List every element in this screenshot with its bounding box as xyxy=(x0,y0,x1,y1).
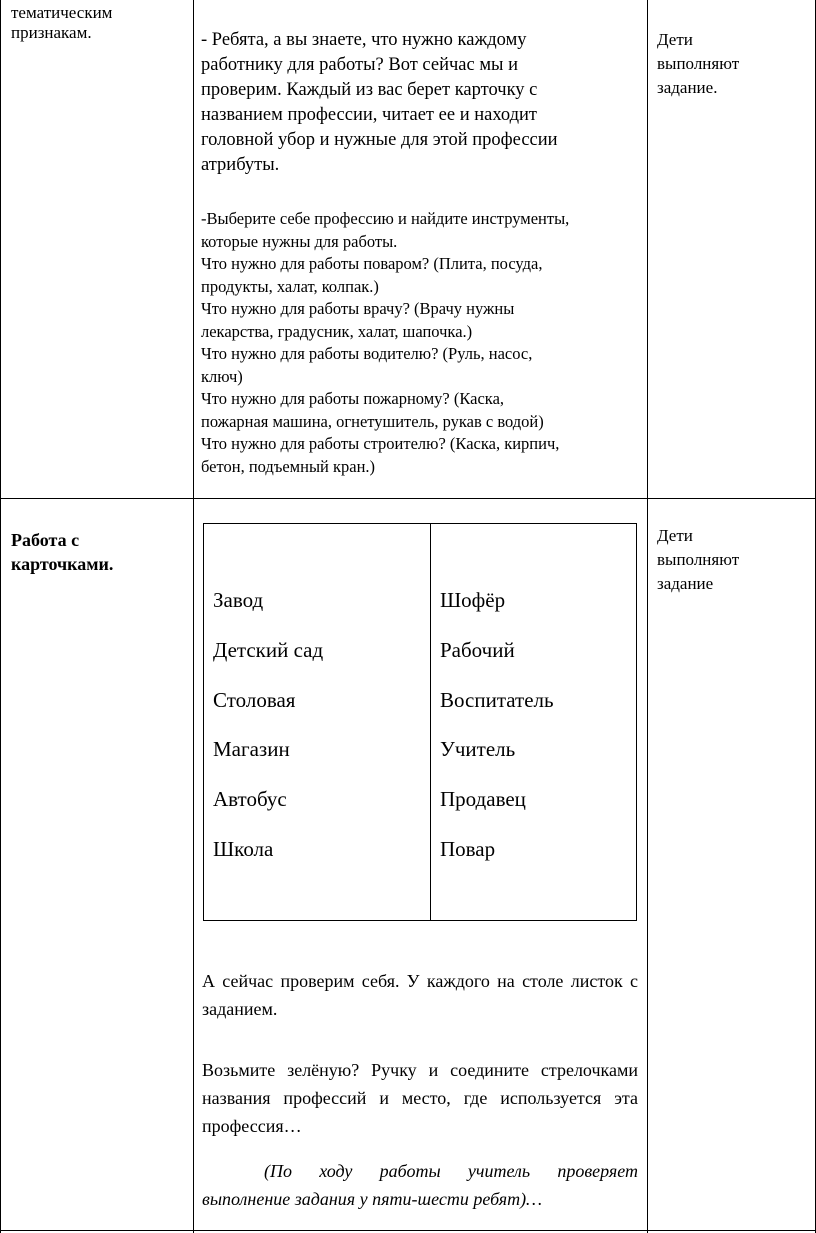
cards-table-divider xyxy=(430,523,431,921)
table-column-divider-1 xyxy=(193,0,194,1233)
teacher-note-paragraph: (По ходу работы учитель проверяет выполнение задания у пяти-шести ребят)… xyxy=(202,1161,638,1209)
text-line: Что нужно для работы пожарному? (Каска, xyxy=(201,389,505,408)
row1-stage-cell xyxy=(11,3,186,43)
text-line: Дети xyxy=(657,30,693,49)
table-column-divider-2 xyxy=(647,0,648,1233)
text-line: выполняют xyxy=(657,550,740,569)
text-line: бетон, подъемный кран.) xyxy=(201,456,376,476)
text-line: ключ) xyxy=(201,366,243,386)
text-line: Что нужно для работы поваром? (Плита, посуда, xyxy=(201,254,543,273)
stage-title-line: карточками. xyxy=(11,554,114,574)
text-line: которые нужны для работы. xyxy=(201,231,398,251)
row2-stage-title xyxy=(11,528,186,576)
place-card: Завод xyxy=(213,588,264,612)
place-card: Магазин xyxy=(213,737,290,762)
text-line: - Ребята, а вы знаете, что нужно каждому xyxy=(201,30,527,50)
row2-children-activity-cell xyxy=(657,524,807,596)
text-line: проверим. Каждый из вас берет карточку с xyxy=(201,80,538,100)
row1-intro-paragraph xyxy=(201,28,641,178)
place-card: Школа xyxy=(213,836,274,861)
text-line: лекарства, градусник, халат, шапочка.) xyxy=(201,321,473,341)
place-card: Автобус xyxy=(213,787,287,812)
text-line: работнику для работы? Вот сейчас мы и xyxy=(201,55,518,75)
professions-list xyxy=(440,576,554,875)
place-card: Детский сад xyxy=(213,637,324,662)
text-line: задание. xyxy=(657,78,718,97)
profession-card: Учитель xyxy=(440,737,516,762)
table-bottom-border xyxy=(0,1230,816,1231)
row1-questions-paragraph xyxy=(201,208,641,478)
text-line: задание xyxy=(657,574,714,593)
text-line: пожарная машина, огнетушитель, рукав с водой) xyxy=(201,411,544,431)
table-border-left xyxy=(0,0,1,1233)
instructions-paragraph: Возьмите зелёную? Ручку и соедините стрелочками названия профессий и место, где используется эта профессия… xyxy=(202,1060,638,1136)
places-list xyxy=(213,576,323,875)
text-line: выполняют xyxy=(657,54,740,73)
text-line: Что нужно для работы строителю? (Каска, кирпич, xyxy=(201,434,560,453)
check-yourself-paragraph: А сейчас проверим себя. У каждого на столе листок с заданием. xyxy=(202,971,638,1019)
profession-card: Повар xyxy=(440,836,496,861)
text-line: Что нужно для работы врачу? (Врачу нужны xyxy=(201,299,515,318)
row1-stage-line: признакам. xyxy=(11,23,92,42)
profession-card: Продавец xyxy=(440,787,526,812)
profession-card: Воспитатель xyxy=(440,687,554,712)
text-line: Что нужно для работы водителю? (Руль, насос, xyxy=(201,344,533,363)
profession-card: Шофёр xyxy=(440,588,506,612)
place-card: Столовая xyxy=(213,687,296,712)
text-line: головной убор и нужные для этой профессии xyxy=(201,130,558,150)
stage-title-line: Работа с xyxy=(11,530,80,550)
text-line: названием профессии, читает ее и находит xyxy=(201,105,537,125)
text-line: продукты, халат, колпак.) xyxy=(201,276,379,296)
text-line: атрибуты. xyxy=(201,155,280,175)
text-line: Дети xyxy=(657,526,693,545)
profession-card: Рабочий xyxy=(440,637,515,662)
text-line: -Выберите себе профессию и найдите инструменты, xyxy=(201,209,570,228)
row1-stage-line: тематическим xyxy=(11,3,113,22)
row1-children-activity-cell xyxy=(657,28,807,100)
table-row-divider xyxy=(0,498,816,499)
